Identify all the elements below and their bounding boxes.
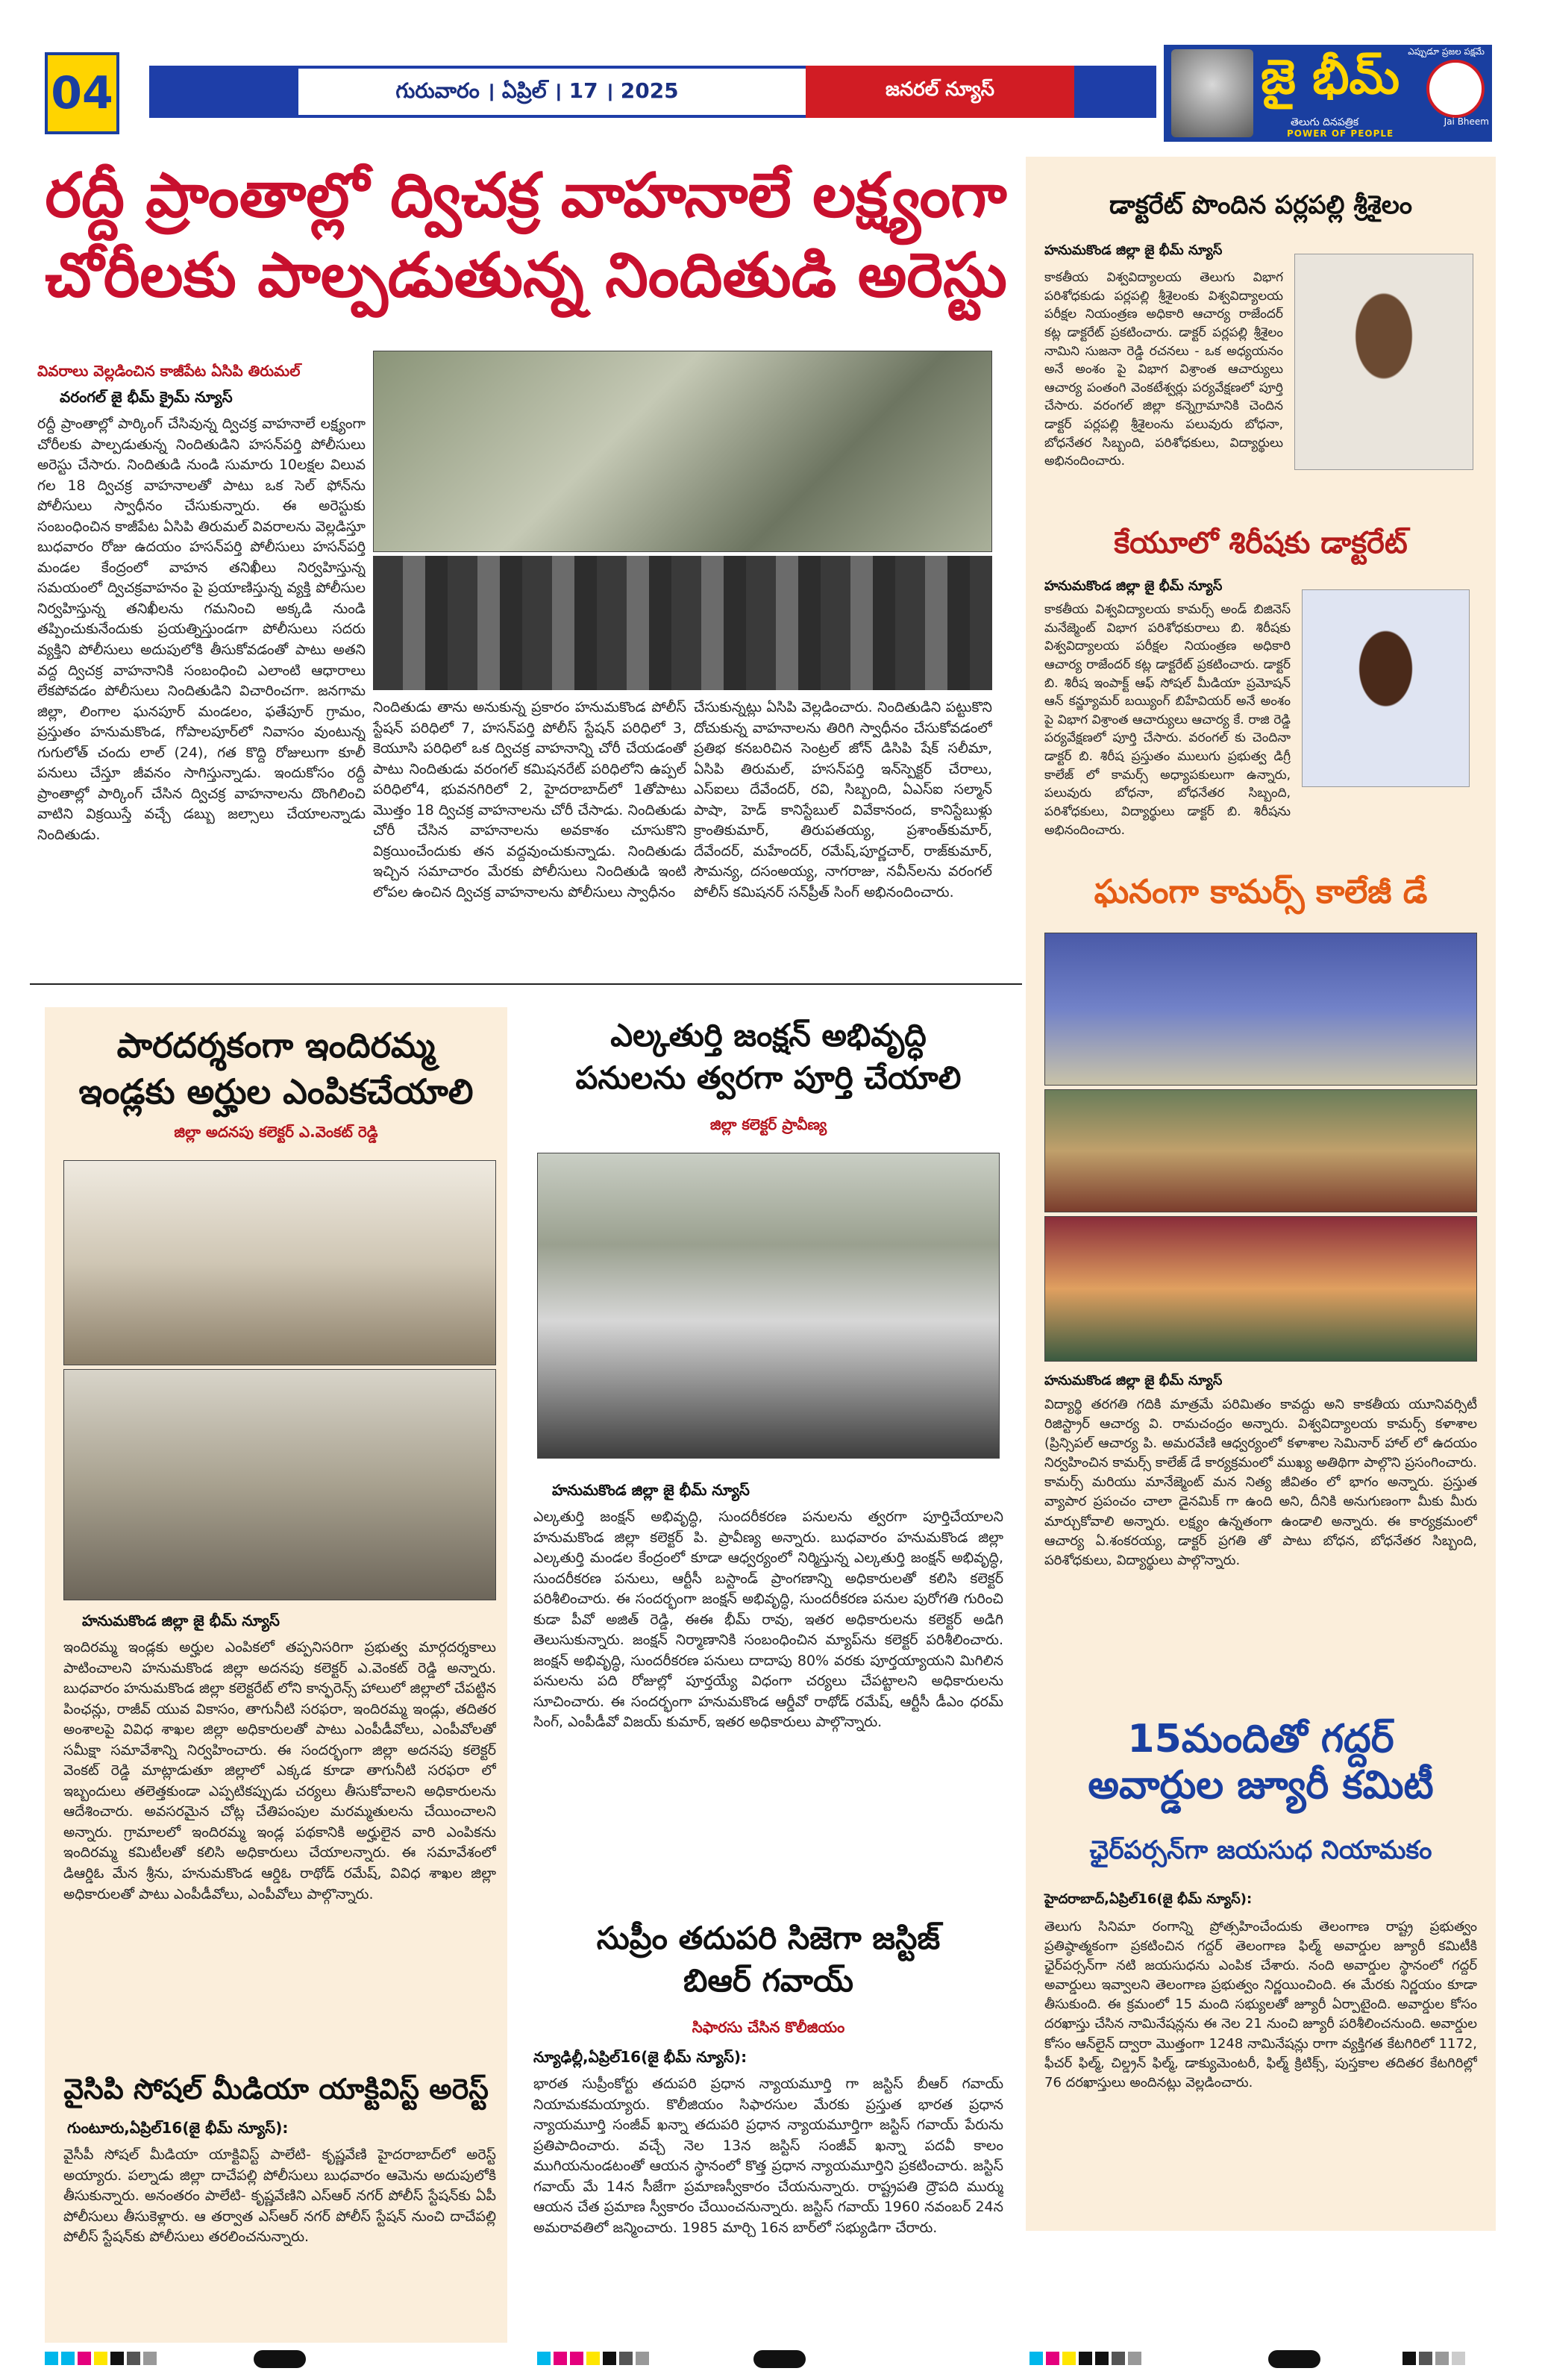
sireesha-portrait <box>1302 589 1470 787</box>
gaddar-title-line1: 15మందితో గద్దర్ <box>1127 1717 1394 1761</box>
header-date: గురువారం । ఏప్రిల్ । 17 । 2025 <box>395 78 679 103</box>
section-label: జనరల్ న్యూస్ <box>806 66 1074 118</box>
commerce-dateline: హనుమకొండ జిల్లా జై భీమ్ న్యూస్ <box>1044 1373 1223 1388</box>
logo-brand: Jai Bheem <box>1444 116 1489 127</box>
collector-inspection-photo <box>537 1153 1000 1459</box>
elkathurthi-body: ఎల్కతుర్తి జంక్షన్ అభివృద్ధి, సుందరీకరణ పనులను త్వరగా పూర్తిచేయాలని హనుమకొండ జిల్లా కలెక్టర్ పి. ప్రావీణ్య అన్నారు. బుధవారం హనుమకొండ జిల్లా ఎల్కతుర్తి మండల కేంద్రంలో కూడా ఆధ్వర్యంలో నిర్మిస్తున్న ఎల్కతుర్తి జంక్షన్ అభివృద్ధి, సుందరీకరణ పనులు, ఆర్టీసీ బస్టాండ్ ప్రాంగణాన్ని అధికారులతో కలిసి కలెక్టర్ పరిశీలించారు. ఈ సందర్భంగా జంక్షన్ అభివృద్ధి, సుందరీకరణ పనుల పురోగతి గురించి కుడా పీవో అజిత్ రెడ్డి, ఈఈ భీమ్ రావు, ఇతర అధికారులను కలెక్టర్ అడిగి తెలుసుకున్నారు. జంక్షన్ నిర్మాణానికి సంబంధించిన మ్యాప్‌ను కలెక్టర్ పరిశీలించారు. జంక్షన్ అభివృద్ధి, సుందరీకరణ పనులు దాదాపు 80% వరకు పూర్తయ్యాయని మిగిలిన పనులను పది రోజుల్లో పూర్తయ్యే విధంగా చర్యలు చేపట్టాలని అధికారులను సూచించారు. ఈ సందర్భంగా హనుమకొండ ఆర్డీవో రాథోడ్ రమేష్, ఆర్టీసీ డీఎం ధరమ్ సింగ్, ఎంపీడీవో విజయ్ కుమార్, ఇతర అధికారులు పాల్గొన్నారు. <box>533 1509 1003 1731</box>
srisailam-body-cont <box>1044 474 1477 533</box>
commerce-stage-photo <box>1044 933 1477 1086</box>
commerce-body: విద్యార్థి తరగతి గదికి మాత్రమే పరిమితం కావద్దు అని కాకతీయ యూనివర్సిటీ రిజిస్ట్రార్ ఆచార్య వి. రామచంద్రం అన్నారు. విశ్వవిద్యాలయ కామర్స్ కళాశాల (ప్రిన్సిపల్ ఆచార్య పి. అమరవేణి ఆధ్వర్యంలో కళాశాల సెమినార్ హాల్ లో ఉదయం నిర్వహించిన కామర్స్ కాలేజ్ డే కార్యక్రమంలో ముఖ్య అతిథిగా పాల్గొని ప్రసంగించారు. కామర్స్ మరియు మానేజ్మెంట్ మన నిత్య జీవితం లో భాగం అన్నారు. ప్రస్తుత వ్యాపార ప్రపంచం చాలా డైనమిక్ గా ఉంది అని, దీనికి అనుగుణంగా మీకు మీరు మార్చుకోవాలి అన్నారు. లక్ష్యం ఉన్నతంగా ఉండాలి అన్నారు. ఈ కార్యక్రమంలో ఆచార్య ఏ.శంకరయ్య, డాక్టర్ ప్రగతి తో పాటు బోధన, బోధనేతర సిబ్బంది, పరిశోధకులు, విద్యార్థులు పాల్గొన్నారు. <box>1044 1397 1477 1568</box>
divider <box>30 983 1022 985</box>
gavai-subhead: సిఫారసు చేసిన కొలీజియం <box>692 2018 845 2036</box>
sireesha-body: కాకతీయ విశ్వవిద్యాలయ కామర్స్ అండ్ బిజినెస్ మనేజ్మెంట్ విభాగ పరిశోధకురాలు బి. శిరీషకు విశ్వవిద్యాలయ పరీక్షల నియంత్రణ అధికారి ఆచార్య రాజేందర్ కట్ల డాక్టరేట్ ప్రకటించారు. డాక్టర్ బి. శిరీష ఇంపాక్ట్ ఆఫ్ సోషల్ మీడియా ప్రమోషన్ ఆన్ కన్జ్యూమర్ బయ్యింగ్ బిహేవియర్ అనే అంశం పై విభాగ విశ్రాంత ఆచార్యులు ఆచార్య కే. రాజి రెడ్డి పర్యవేక్షణలో పూర్తి చేసారు. వరంగల్ కు చెందినా డాక్టర్ బి. శిరీష ప్రస్తుతం ములుగు ప్రభుత్వ డిగ్రీ కాలేజ్ లో కామర్స్ అధ్యాపకులుగా ఉన్నారు, పలువురు బోధనా, బోధనేతర సిబ్బంది, పరిశోధకులు, విద్యార్థులు డాక్టర్ బి. శిరీషను అభినందించారు. <box>1044 602 1291 838</box>
elkathurthi-subhead: జిల్లా కలెక్టర్ ప్రావీణ్య <box>709 1115 827 1133</box>
meeting-photo <box>63 1160 496 1365</box>
gavai-dateline: న్యూఢిల్లీ,ఏప్రిల్16(జై భీమ్ న్యూస్): <box>533 2048 748 2066</box>
elkathurthi-title-line2: పనులను త్వరగా పూర్తి చేయాలి <box>575 1059 962 1096</box>
sireesha-dateline: హనుమకొండ జిల్లా జై భీమ్ న్యూస్ <box>1044 578 1223 594</box>
indiramma-title-line2: ఇండ్లకు అర్హుల ఎంపికచేయాలి <box>78 1071 474 1112</box>
gavai-title <box>522 1917 1015 2002</box>
commerce-group-photo-1 <box>1044 1089 1477 1212</box>
page-number: 04 <box>45 52 119 134</box>
gaddar-title-line2: అవార్డుల జ్యూరీ కమిటీ <box>1088 1763 1434 1809</box>
srisailam-body: కాకతీయ విశ్వవిద్యాలయ తెలుగు విభాగ పరిశోధకుడు పర్లపల్లి శ్రీశైలంకు విశ్వవిద్యాలయ పరీక్షల నియంత్రణ అధికారి ఆచార్య రాజేందర్ కట్ల డాక్టరేట్ ప్రకటించారు. డాక్టర్ పర్లపల్లి శ్రీశైలం నామిని సుజనా రెడ్డి రచనలు - ఒక అధ్యయనం అనే అంశం పై విభాగ విశ్రాంత ఆచార్యులు ఆచార్య పంతంగి వెంకటేశ్వర్లు పర్యవేక్షణలో పూర్తి చేసారు. వరంగల్ జిల్లా కన్నెగ్రామానికి చెందిన డాక్టర్ పర్లపల్లి శ్రీశైలంను పలువురు బోధనా, బోధనేతర సిబ్బంది, పరిశోధకులు, విద్యార్థులు అభినందించారు. <box>1044 270 1283 469</box>
ambedkar-portrait-icon <box>1171 49 1253 137</box>
registration-marks-far-right <box>1402 2352 1468 2365</box>
gaddar-title <box>1026 1716 1496 1809</box>
registration-marks-left <box>45 2352 160 2365</box>
lead-headline <box>30 157 1022 316</box>
lead-headline-line1: రద్దీ ప్రాంతాల్లో ద్విచక్ర వాహనాలే లక్ష్యంగా <box>45 160 1007 231</box>
registration-pill <box>254 2350 306 2368</box>
gaddar-subhead: ఛైర్‌పర్సన్‌గా జయసుధ నియామకం <box>1089 1835 1432 1865</box>
gavai-body: భారత సుప్రీంకోర్టు తదుపరి ప్రధాన న్యాయమూర్తి గా జస్టిస్ బీఆర్ గవాయ్ నియామకమయ్యారు. కొలీజియం సిఫారసుల మేరకు ప్రస్తుత భారత ప్రధాన న్యాయమూర్తి సంజీవ్ ఖన్నా తదుపరి ప్రధాన న్యాయమూర్తిగా జస్టిస్ గవాయ్ పేరును ప్రతిపాదించారు. వచ్చే నెల 13న జస్టిస్ సంజీవ్ ఖన్నా పదవీ కాలం ముగియనుండటంతో ఆయన స్థానంలో కొత్త ప్రధాన న్యాయమూర్తిని ప్రకటించారు. జస్టిస్ గవాయ్ మే 14న సీజేగా ప్రమాణస్వీకారం చేయనున్నారు. రాష్ట్రపతి ద్రౌపది ముర్ము ఆయన చేత ప్రమాణ స్వీకారం చేయించనున్నారు. జస్టిస్ గవాయ్ 1960 నవంబర్ 24న అమరావతిలో జన్మించారు. 1985 మార్చి 16న బార్‌లో సభ్యుడిగా చేరారు. <box>533 2076 1003 2236</box>
registration-pill <box>1268 2350 1320 2368</box>
lead-dateline: వరంగల్ జై భీమ్ క్రైమ్ న్యూస్ <box>60 388 233 406</box>
indiramma-subhead: జిల్లా అదనపు కలెక్టర్ ఎ.వెంకట్ రెడ్డి <box>174 1123 378 1141</box>
sireesha-title: కేయూలో శిరీషకు డాక్టరేట్ <box>1114 526 1408 560</box>
elkathurthi-title <box>522 1015 1015 1099</box>
gaddar-dateline: హైదరాబాద్,ఏప్రిల్16(జై భీమ్ న్యూస్): <box>1044 1891 1253 1907</box>
seized-bikes-photo <box>373 556 992 690</box>
lead-col1: రద్దీ ప్రాంతాల్లో పార్కింగ్ చేసివున్న ద్విచక్ర వాహనాలే లక్ష్యంగా చోరీలకు పాల్పడుతున్న నిందితుడిని హసన్‌పర్తి పోలీసులు అరెస్టు చేసారు. నిందితుడి నుండి సుమారు 10లక్షల విలువ గల 18 ద్విచక్ర వాహనాలతో పాటు ఒక సెల్ ఫోన్‌ను పోలీసులు స్వాధీనం చేసుకున్నారు. ఈ అరెస్టుకు సంబంధించిన కాజీపేట ఏసిపి తిరుమల్ వివరాలను వెల్లడిస్తూ బుధవారం రోజు ఉదయం హసన్‌పర్తి పోలీసులు హసన్‌పర్తి మండల కేంద్రంలో వాహన తనిఖీలు నిర్వహిస్తున్న సమయంలో ద్విచక్రవాహనం పై ప్రయాణిస్తున్న వ్యక్తి పోలీసుల నిర్వహిస్తున్న తనిఖీలను గమనించి అక్కడి నుండి తప్పించుకునేందుకు ప్రయత్నిస్తుండగా పోలీసులు సదరు వ్యక్తిని పోలీసులు అదుపులోకి తీసుకోవడంతో పాటు అతని వద్ద ద్విచక్ర వాహనానికి సంబంధించి ఎలాంటి ఆధారాలు లేకపోవడం పోలీసులు నిందితుడిని విచారించగా. జనగామ జిల్లా, లింగాల ఘనపూర్ మండలం, ఫతేపూర్ గ్రామం, ప్రస్తుతం హనుమకొండ, గోపాలపూర్‌లో నివాసం వుంటున్న గుగులోత్ చందు లాల్ (24), గత కొద్ది రోజులుగా కూలీ పనులు చేస్తూ జీవనం సాగిస్తున్నాడు. ఇందుకోసం రద్దీ ప్రాంతాల్లో పార్కింగ్ చేసిన ద్విచక్ర వాహనాలను దొంగిలించి వాటిని విక్రయిస్తే వచ్చే డబ్బు జల్సాలు చేయాలన్నాడు నిందితుడు. <box>37 416 366 843</box>
registration-marks-mid <box>537 2352 652 2365</box>
ysrcp-title: వైసిపి సోషల్ మీడియా యాక్టివిస్ట్ అరెస్ట్ <box>63 2073 489 2105</box>
logo-emblem-icon <box>1426 60 1485 118</box>
logo-english: POWER OF PEOPLE <box>1287 128 1394 139</box>
indiramma-body: ఇందిరమ్మ ఇండ్లకు అర్హుల ఎంపికలో తప్పనిసరిగా ప్రభుత్వ మార్గదర్శకాలు పాటించాలని హనుమకొండ జిల్లా అదనపు కలెక్టర్ ఎ.వెంకట్ రెడ్డి అన్నారు. బుధవారం హనుమకొండ జిల్లా కలెక్టరేట్ లోని కాన్ఫరెన్స్ హాలులో జిల్లాలో చేపట్టిన పింఛన్లు, రాజీవ్ యువ వికాసం, తాగునీటి సరఫరా, ఇందిరమ్మ ఇండ్లు, తదితర అంశాలపై వివిధ శాఖల జిల్లా అధికారులతో పాటు ఎంపీడీవోలు, ఎంపీవోలతో సమీక్షా సమావేశాన్ని నిర్వహించారు. ఈ సందర్భంగా జిల్లా అదనపు కలెక్టర్ వెంకట్ రెడ్డి మాట్లాడుతూ జిల్లాలో ఎక్కడ కూడా తాగునీటి సరఫరా లో ఇబ్బందులు తలెత్తకుండా ఎప్పటికప్పుడు చర్యలు తీసుకోవాలని అధికారులను ఆదేశించారు. అవసరమైన చోట్ల చేతిపంపుల మరమ్మతులను చేయించాలని అన్నారు. గ్రామాలలో ఇందిరమ్మ ఇండ్ల పథకానికి అర్హులైన వారి ఎంపికను ఇందిరమ్మ కమిటీలతో కలిసి అధికారులు చేయాలన్నారు. ఈ సమావేశంలో డిఆర్డిఓ మేన శ్రీను, హనుమకొండ ఆర్డిఓ రాథోడ్ రమేష్, వివిధ శాఖల జిల్లా అధికారులతో పాటు ఎంపీడీవోలు, ఎంపీవోలు పాల్గొన్నారు. <box>63 1639 496 1903</box>
indiramma-title-line1: పారదర్శకంగా ఇందిరమ్మ <box>116 1025 436 1065</box>
registration-pill <box>753 2350 806 2368</box>
logo-wordmark: జై భీమ్ <box>1261 49 1400 105</box>
lead-col3: చేసుకున్నట్లు ఏసిపి వెల్లడించారు. నిందితుడిని పట్టుకొని దోచుకున్న వాహనాలను తిరిగి స్వాధీనం చేసుకోవడంలో ప్రతిభ కనబరిచిన సెంట్రల్ జోన్ డిసిపి షేక్ సలీమా, ఏసిపి తిరుమల్, హసన్‌పర్తి ఇన్‌స్పెక్టర్ చేరాలు, ఎస్‌ఐలు దేవేందర్, రవి, సిబ్బంది, ఏఎస్‌ఐ సల్మాన్ పాషా, హెడ్ కానిస్టేబుల్ వివేకానంద, కానిస్టేబుళ్లు క్రాంతికుమార్, తిరుపతయ్య, ప్రశాంత్‌కుమార్, దేవేందర్, మహేందర్, రమేష్,పూర్ణచార్, రాజ్‌కుమార్, సౌమన్య, దసంఅయ్య, నాగరాజు, నవీన్‌లను వరంగల్ పోలీస్ కమిషనర్ సన్‌ప్రీత్ సింగ్ అభినందించారు. <box>694 699 992 901</box>
commerce-title: ఘనంగా కామర్స్ కాలేజీ డే <box>1094 873 1428 911</box>
elkathurthi-dateline: హనుమకొండ జిల్లా జై భీమ్ న్యూస్ <box>552 1481 750 1499</box>
indiramma-dateline: హనుమకొండ జిల్లా జై భీమ్ న్యూస్ <box>82 1612 280 1629</box>
gavai-title-line1: సుప్రీం తదుపరి సిజెగా జస్టిజ్ <box>596 1920 941 1956</box>
srisailam-portrait <box>1294 254 1473 470</box>
indiramma-title <box>45 1022 507 1115</box>
gaddar-body: తెలుగు సినిమా రంగాన్ని ప్రోత్సహించేందుకు తెలంగాణ రాష్ట్ర ప్రభుత్వం ప్రతిష్ఠాత్మకంగా ప్రకటించిన గద్దర్ తెలంగాణ ఫిల్మ్ అవార్డుల జ్యూరీ కమిటీకి ఛైర్‌పర్సన్‌గా నటి జయసుధను ఎంపిక చేశారు. నంది అవార్డుల స్థానంలో గద్దర్ అవార్డులు ఇవ్వాలని తెలంగాణ ప్రభుత్వం నిర్ణయించింది. ఈ మేరకు నిర్ణయం కూడా తీసుకుంది. ఈ క్రమంలో 15 మంది సభ్యులతో జ్యూరీ ఏర్పాటైంది. అవార్డుల కోసం దరఖాస్తు చేసిన నామినేషన్లను ఈ నెల 21 నుంచి జ్యూరీ పరిశీలించనుంది. అవార్డుల కోసం ఆన్‌లైన్ ద్వారా మొత్తంగా 1248 నామినేషన్లు రాగా వ్యక్తిగత కేటగిరిలో 1172, ఫీచర్ ఫిల్మ్, చిల్డ్రన్ ఫిల్మ్, డాక్యుమెంటరీ, ఫిల్మ్ క్రిటిక్స్, పుస్తకాల తదితర కేటగిరిల్లో 76 దరఖాస్తులు అందినట్లు వెల్లడించారు. <box>1044 1919 1477 2091</box>
logo-tagline: తెలుగు దినపత్రిక <box>1291 116 1359 128</box>
lead-headline-line2: చోరీలకు పాల్పడుతున్న నిందితుడి అరెస్టు <box>45 239 1007 311</box>
police-group-photo <box>373 351 992 552</box>
logo-top-text: ఎప్పుడూ ప్రజల పక్షమే <box>1408 46 1485 57</box>
lead-subhead: వివరాలు వెల్లడించిన కాజీపేట ఏసిపి తిరుమల్ <box>37 362 301 380</box>
registration-marks-right <box>1029 2352 1144 2365</box>
masthead-logo <box>1164 45 1492 142</box>
gavai-title-line2: బిఆర్ గవాయ్ <box>683 1961 853 1999</box>
srisailam-title: డాక్టరేట్ పొందిన పర్లపల్లి శ్రీశైలం <box>1109 190 1413 220</box>
ysrcp-body: వైసీపీ సోషల్ మీడియా యాక్టివిస్ట్ పాలేటి- కృష్ణవేణి హైదరాబాద్‌లో అరెస్ట్ అయ్యారు. పల్నాడు జిల్లా దాచేపల్లి పోలీసులు బుధవారం ఆమెను అదుపులోకి తీసుకున్నారు. అనంతరం పాలేటి- కృష్ణవేణిని ఎస్ఆర్ నగర్ పోలీస్ స్టేషన్‌కు ఏపీ పోలీసులు తీసుకెళ్లారు. ఆ తర్వాత ఎస్ఆర్ నగర్ పోలీస్ స్టేషన్ నుంచి దాచేపల్లి పోలీస్ స్టేషన్‌కు పోలీసులు తరలించనున్నారు. <box>63 2146 496 2246</box>
lead-col2: నిందితుడు తాను అనుకున్న ప్రకారం హనుమకొండ పోలీస్ స్టేషన్ పరిధిలో 7, హసన్‌పర్తి పోలీస్ స్టేషన్ పరిధిలో 3, కెయూసి పరిధిలో ఒక ద్విచక్ర వాహనాన్ని చోరీ చేయడంతో పాటు నిందితుడు వరంగల్ కమిషనరేట్ పరిధిలోని ఉప్పల్ పరిధిలో4, భువనగిరిలో 2, హైదరాబాద్‌లో 1తోపాటు మొత్తం 18 ద్విచక్ర వాహనాలను చోరీ చేసాడు. నిందితుడు చోరీ చేసిన వాహనాలను అవకాశం చూసుకొని విక్రయించేందుకు తన వద్దవుంచుకున్నాడు. నిందితుడు ఇచ్చిన సమాచారం మేరకు పోలీసులు నిందితుడి ఇంటి లోపల ఉంచిన ద్విచక్ర వాహనాలను పోలీసులు స్వాధీనం <box>373 699 686 901</box>
hall-photo <box>63 1369 496 1600</box>
elkathurthi-title-line1: ఎల్కతుర్తి జంక్షన్ అభివృద్ధి <box>610 1017 927 1053</box>
ysrcp-dateline: గుంటూరు,ఏప్రిల్16(జై భీమ్ న్యూస్): <box>67 2119 289 2137</box>
commerce-group-photo-2 <box>1044 1216 1477 1362</box>
srisailam-dateline: హనుమకొండ జిల్లా జై భీమ్ న్యూస్ <box>1044 242 1223 258</box>
